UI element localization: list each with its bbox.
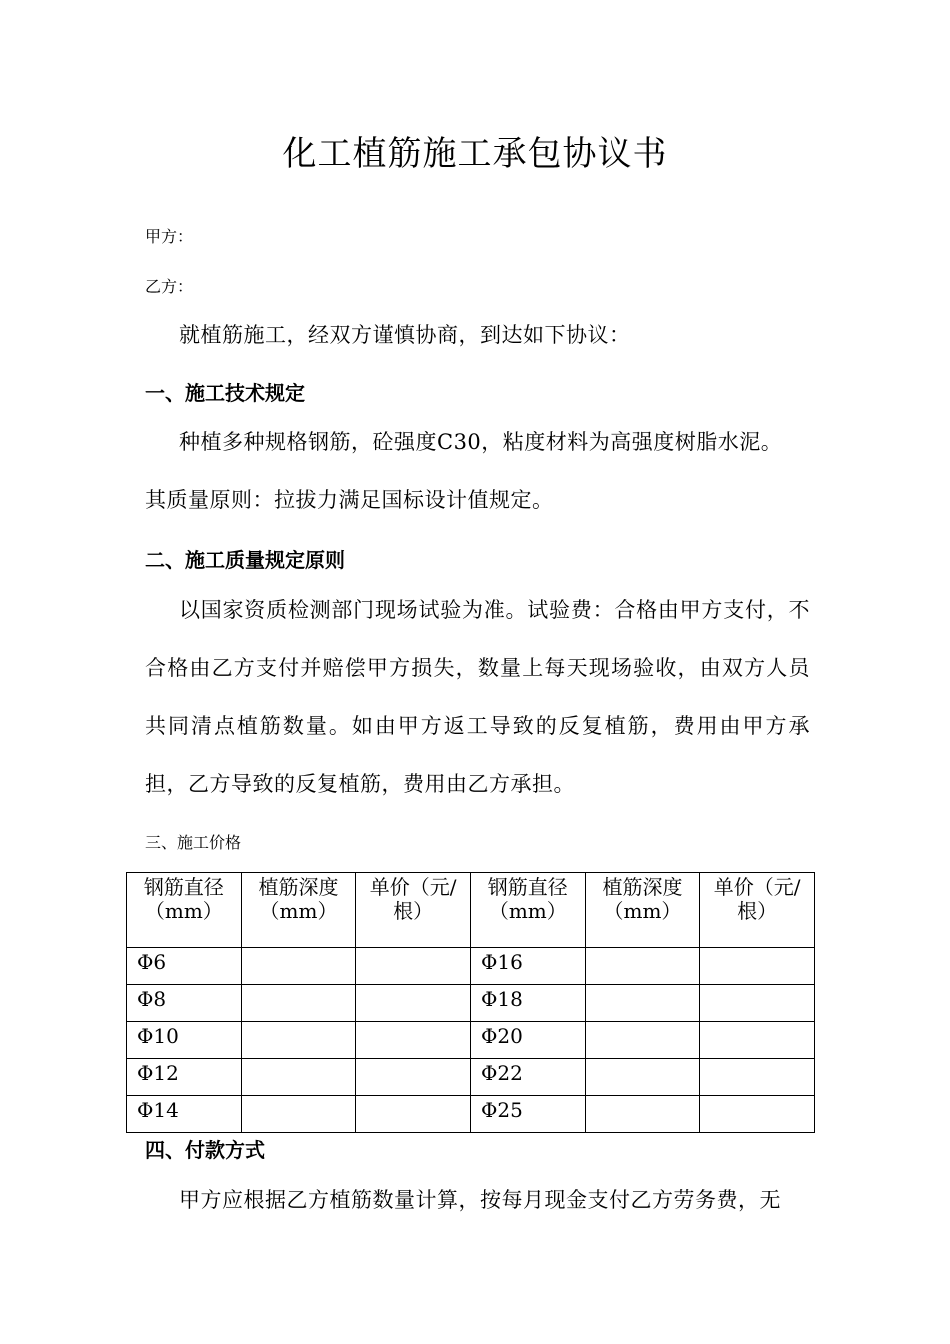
- table-cell: [585, 1096, 700, 1133]
- section3-heading: 三、施工价格: [145, 833, 242, 852]
- section1-line2: 其质量原则：拉拔力满足国标设计值规定。: [145, 488, 554, 512]
- table-cell: Φ25: [470, 1096, 585, 1133]
- table-row: [127, 1096, 815, 1133]
- party-b-label: 乙方：: [145, 277, 194, 296]
- table-cell: [356, 1096, 471, 1133]
- table-cell: Φ16: [470, 948, 585, 985]
- table-cell: Φ12: [127, 1059, 242, 1096]
- section1-line1: 种植多种规格钢筋，砼强度C30，粘度材料为高强度树脂水泥。: [179, 430, 783, 454]
- header-depth: 植筋深度（mm）: [585, 873, 700, 948]
- section4-paragraph: 甲方应根据乙方植筋数量计算，按每月现金支付乙方劳务费，无: [179, 1188, 781, 1212]
- table-cell: [700, 1096, 815, 1133]
- price-table: [126, 872, 815, 1133]
- table-cell: Φ6: [127, 948, 242, 985]
- table-cell: Φ14: [127, 1096, 242, 1133]
- table-cell: Φ10: [127, 1022, 242, 1059]
- header-diameter: 钢筋直径（mm）: [470, 873, 585, 948]
- section2-heading: 二、施工质量规定原则: [145, 548, 345, 572]
- table-cell: [700, 1059, 815, 1096]
- document-title: 化工植筋施工承包协议书: [282, 134, 668, 174]
- table-cell: [700, 1022, 815, 1059]
- table-cell: [241, 1022, 356, 1059]
- table-row: [127, 948, 815, 985]
- header-unit-price: 单价（元/根）: [700, 873, 815, 948]
- table-cell: [585, 948, 700, 985]
- section2-paragraph: 以国家资质检测部门现场试验为准。试验费：合格由甲方支付，不合格由乙方支付并赔偿甲方损失，数量上每天现场验收，由双方人员共同清点植筋数量。如由甲方返工导致的反复植筋，费用由甲方承担，乙方导致的反复植筋，费用由乙方承担。: [145, 598, 810, 796]
- table-cell: [241, 948, 356, 985]
- header-diameter: 钢筋直径（mm）: [127, 873, 242, 948]
- table-cell: [700, 985, 815, 1022]
- header-depth: 植筋深度（mm）: [241, 873, 356, 948]
- table-row: [127, 1022, 815, 1059]
- table-cell: Φ18: [470, 985, 585, 1022]
- table-cell: [585, 1022, 700, 1059]
- table-cell: [356, 948, 471, 985]
- table-row: [127, 985, 815, 1022]
- table-cell: Φ20: [470, 1022, 585, 1059]
- price-table-header-row: [127, 873, 815, 948]
- table-cell: Φ22: [470, 1059, 585, 1096]
- table-cell: [241, 1059, 356, 1096]
- section1-heading: 一、施工技术规定: [145, 381, 305, 405]
- party-a-label: 甲方：: [145, 227, 194, 246]
- table-cell: [585, 1059, 700, 1096]
- table-cell: [585, 985, 700, 1022]
- table-row: [127, 1059, 815, 1096]
- table-cell: [356, 1022, 471, 1059]
- table-cell: [356, 1059, 471, 1096]
- table-cell: [356, 985, 471, 1022]
- section4-heading: 四、付款方式: [145, 1138, 265, 1162]
- header-unit-price: 单价（元/根）: [356, 873, 471, 948]
- table-cell: Φ8: [127, 985, 242, 1022]
- table-cell: [700, 948, 815, 985]
- table-cell: [241, 985, 356, 1022]
- table-cell: [241, 1096, 356, 1133]
- intro-paragraph: 就植筋施工，经双方谨慎协商，到达如下协议：: [179, 323, 631, 347]
